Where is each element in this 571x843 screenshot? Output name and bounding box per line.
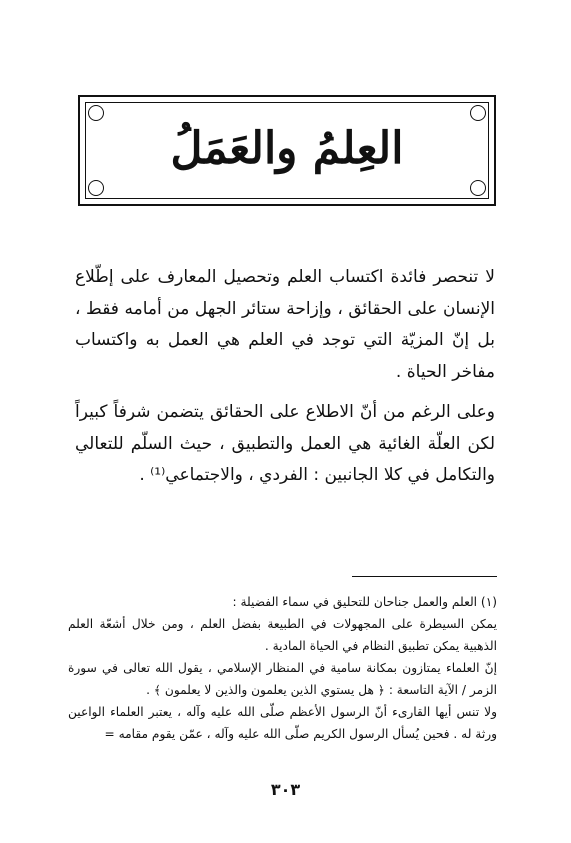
footnote-line: ولا تنس أيها القارىء أنّ الرسول الأعظم صلّى الله عليه وآله ، يعتبر العلماء الواعين ورثة له . فحين يُسأل الرسول الكريم صلّى الله عليه وآله ، عمّن يقوم مقامه = — [68, 705, 497, 741]
body-paragraph: وعلى الرغم من أنّ الاطلاع على الحقائق يتضمن شرفاً كبيراً لكن العلّة الغائية هي العمل والتطبيق ، حيث السلّم للتعالي والتكامل في كلا الجانبين : الفردي ، والاجتماعي⁽¹⁾ . — [75, 402, 495, 485]
footnotes — [68, 591, 497, 745]
footnote-line: إنّ العلماء يمتازون بمكانة سامية في المنظار الإسلامي ، يقول الله تعالى في سورة الزمر / الآية التاسعة : ﴿ هل يستوي الذين يعلمون والذين لا يعلمون ﴾ . — [68, 661, 497, 697]
footnote-line: يمكن السيطرة على المجهولات في الطبيعة بفضل العلم ، ومن خلال أشعّة العلم الذهبية يمكن تطبيق النظام في الحياة المادية . — [68, 617, 497, 653]
body-text — [75, 262, 495, 492]
page-number: ٣٠٣ — [270, 780, 301, 799]
frame-corner-ornament — [470, 180, 486, 196]
frame-corner-ornament — [88, 180, 104, 196]
footnote-separator — [352, 576, 497, 577]
title-frame — [78, 95, 496, 206]
footnote-line: (١) العلم والعمل جناحان للتحليق في سماء الفضيلة : — [232, 595, 497, 609]
chapter-title: العِلمُ والعَمَلُ — [170, 123, 404, 174]
body-paragraph: لا تنحصر فائدة اكتساب العلم وتحصيل المعارف على إطّلاع الإنسان على الحقائق ، وإزاحة ستائر الجهل من أمامه فقط ، بل إنّ المزيّة التي توجد في العلم هي العمل به واكتساب مفاخر الحياة . — [75, 267, 495, 382]
